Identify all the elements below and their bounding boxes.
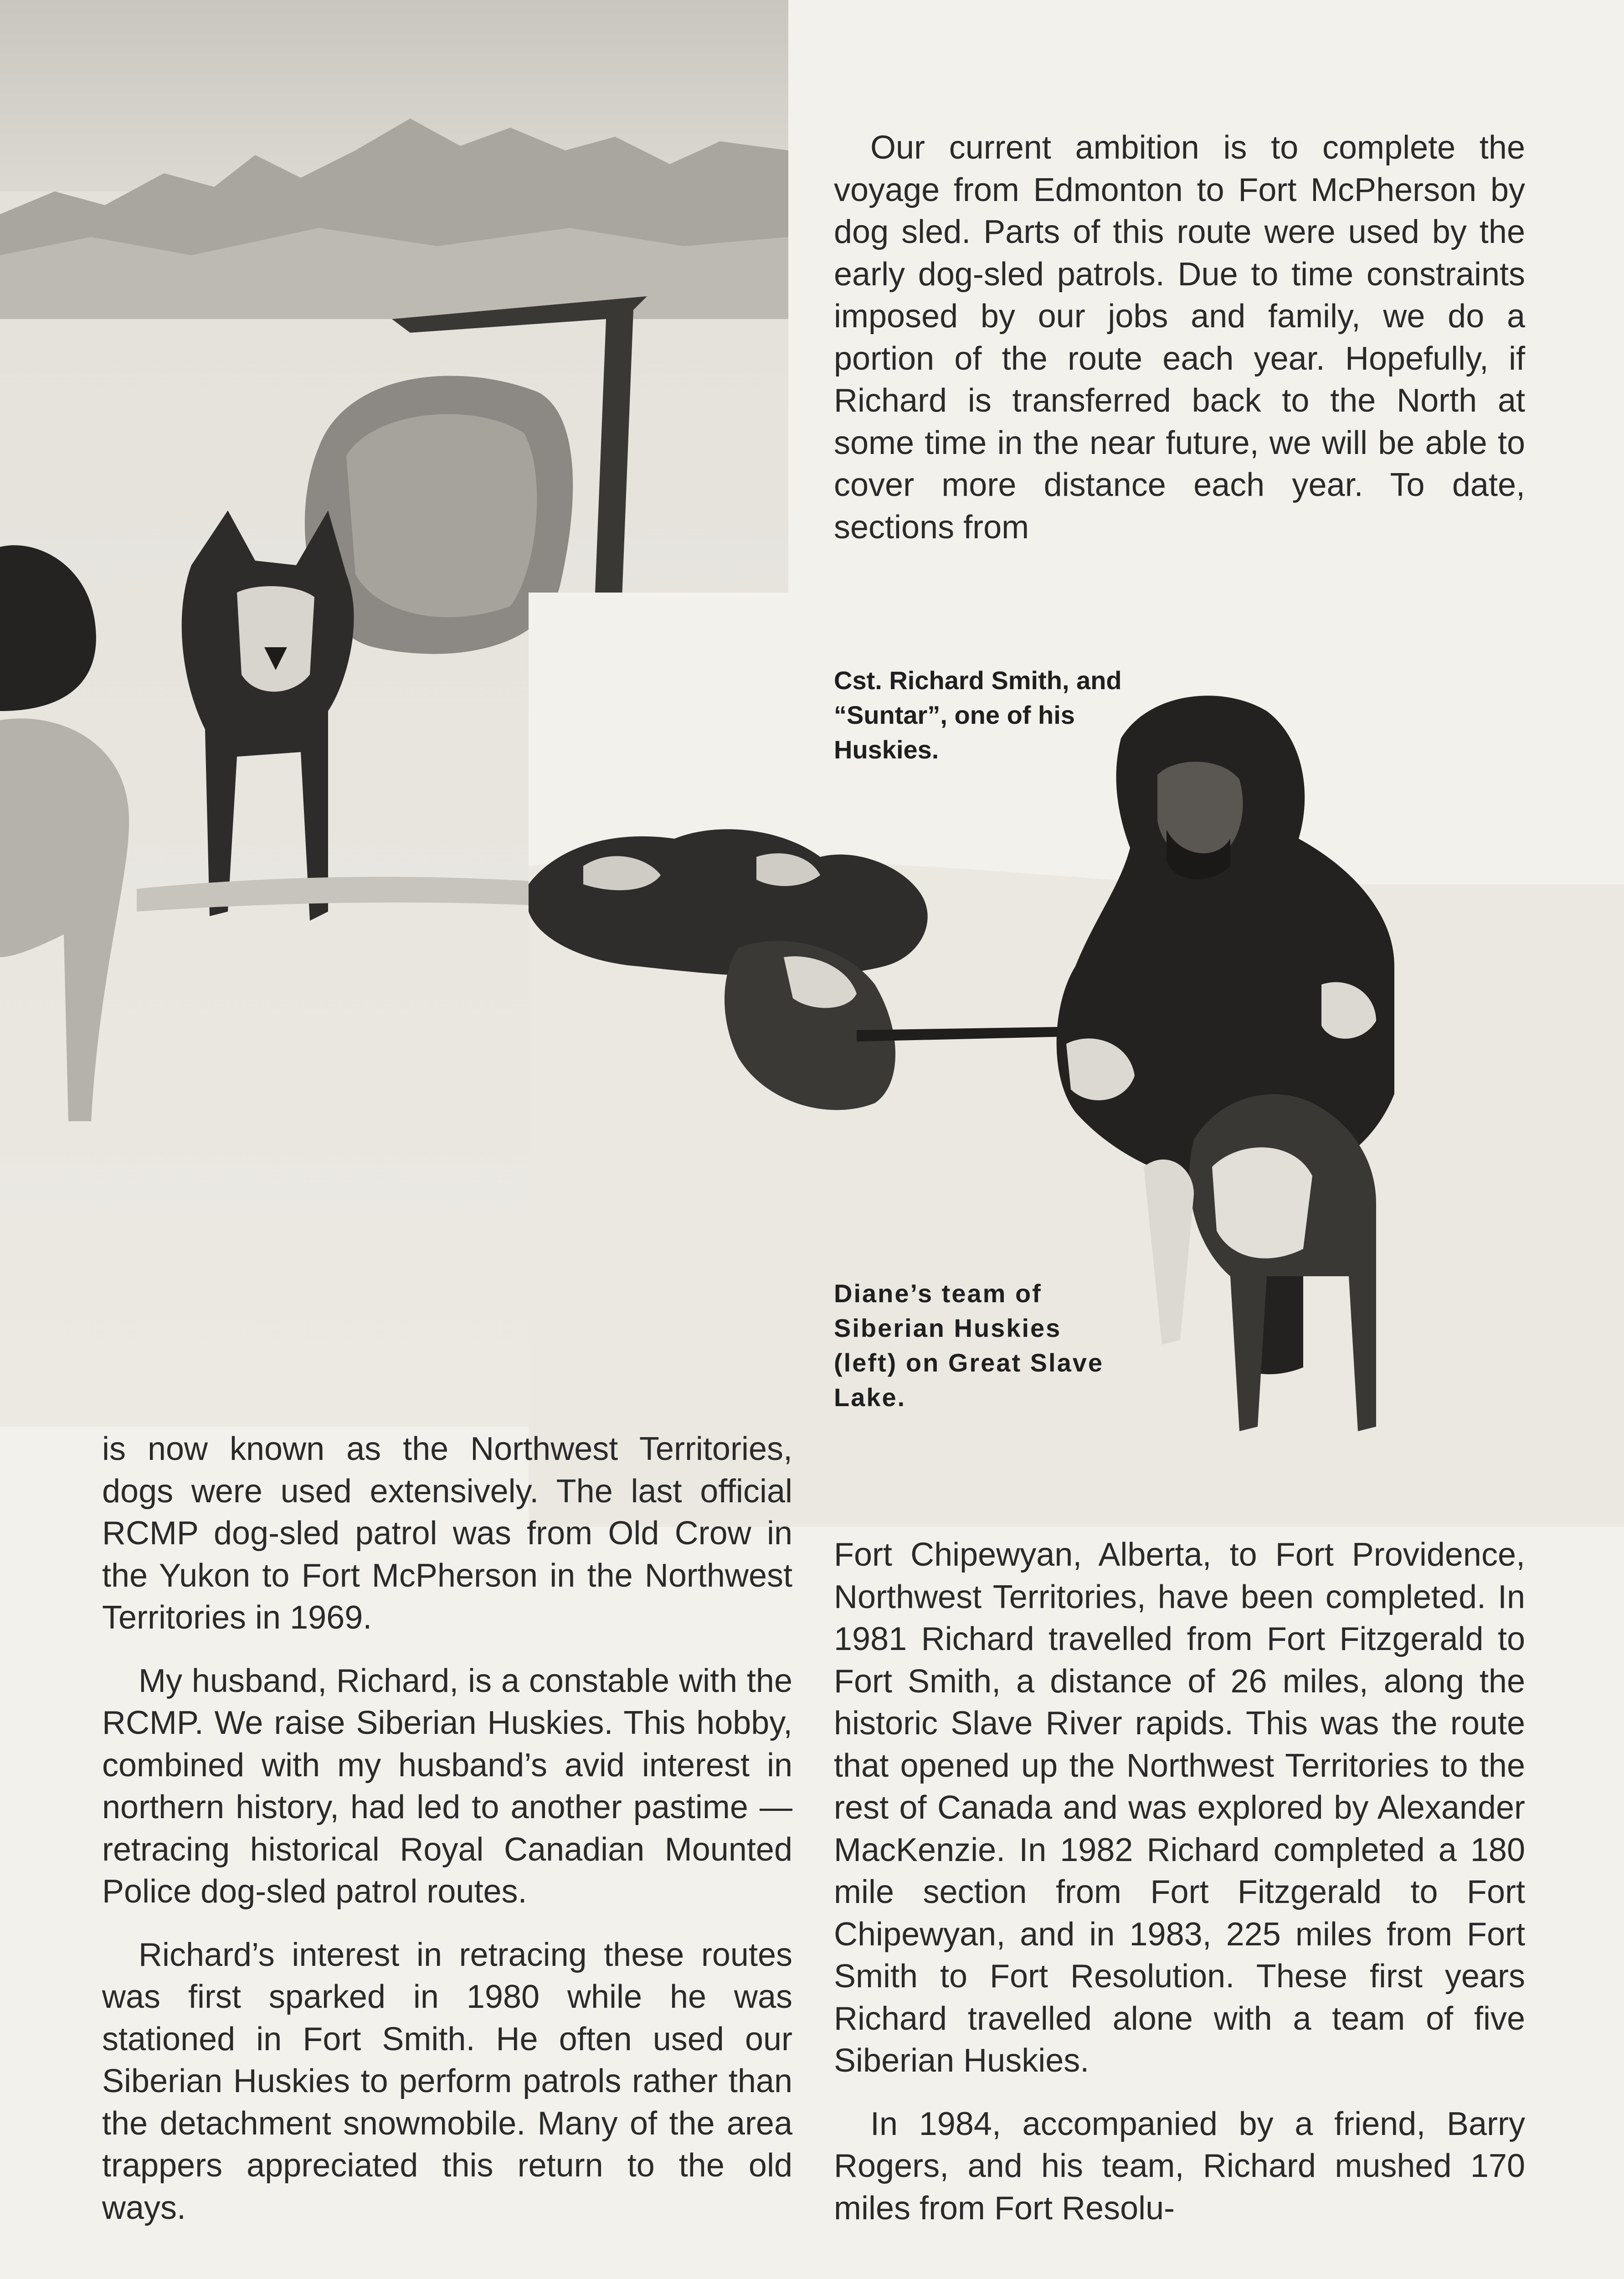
left-paragraph-3: Richard’s interest in retracing these routes was first sparked in 1980 while he was stationed in Fort Smith. He often used our Siberian Huskies to perform patrols rather than the detachment snowmobile. Many of the area trappers appreciated this return to the old ways. xyxy=(102,1936,792,2226)
right-column-top xyxy=(834,127,1525,548)
caption-dianes-team: Diane’s team of Siberian Huskies (left) on Great Slave Lake. xyxy=(834,1279,1104,1412)
right-paragraph-3: In 1984, accompanied by a friend, Barry Rogers, and his team, Richard mushed 170 miles from Fort Resolu- xyxy=(834,2105,1525,2227)
caption-richard-smith: Cst. Richard Smith, and “Suntar”, one of his Huskies. xyxy=(834,666,1122,764)
left-paragraph-2: My husband, Richard, is a constable with the RCMP. We raise Siberian Huskies. This hobby, combined with my husband’s avid interest in northern history, had led to another pastime — retracing historical Royal Canadian Mounted Police dog-sled patrol routes. xyxy=(102,1662,792,1910)
right-column-bottom xyxy=(834,1534,1525,2229)
right-paragraph-2: Fort Chipewyan, Alberta, to Fort Providence, Northwest Territories, have been completed. In 1981 Richard travelled from Fort Fitzgerald to Fort Smith, a distance of 26 miles, along the historic Slave River rapids. This was the route that opened up the Northwest Territories to the rest of Canada and was explored by Alexander MacKenzie. In 1982 Richard completed a 180 mile section from Fort Fitzgerald to Fort Chipewyan, and in 1983, 225 miles from Fort Smith to Fort Resolution. These first years Richard travelled alone with a team of five Siberian Huskies. xyxy=(834,1537,1525,2079)
left-paragraph-1: is now known as the Northwest Territories, dogs were used extensively. The last official RCMP dog-sled patrol was from Old Crow in the Yukon to Fort McPherson in the Northwest Territories in 1969. xyxy=(102,1431,792,1636)
left-column xyxy=(102,1428,792,2229)
right-paragraph-1: Our current ambition is to complete the voyage from Edmonton to Fort McPherson by dog sled. Parts of this route were used by the early dog-sled patrols. Due to time constraints imposed by our jobs and family, we do a portion of the route each year. Hopefully, if Richard is transferred back to the North at some time in the near future, we will be able to cover more distance each year. To date, sections from xyxy=(834,129,1525,546)
